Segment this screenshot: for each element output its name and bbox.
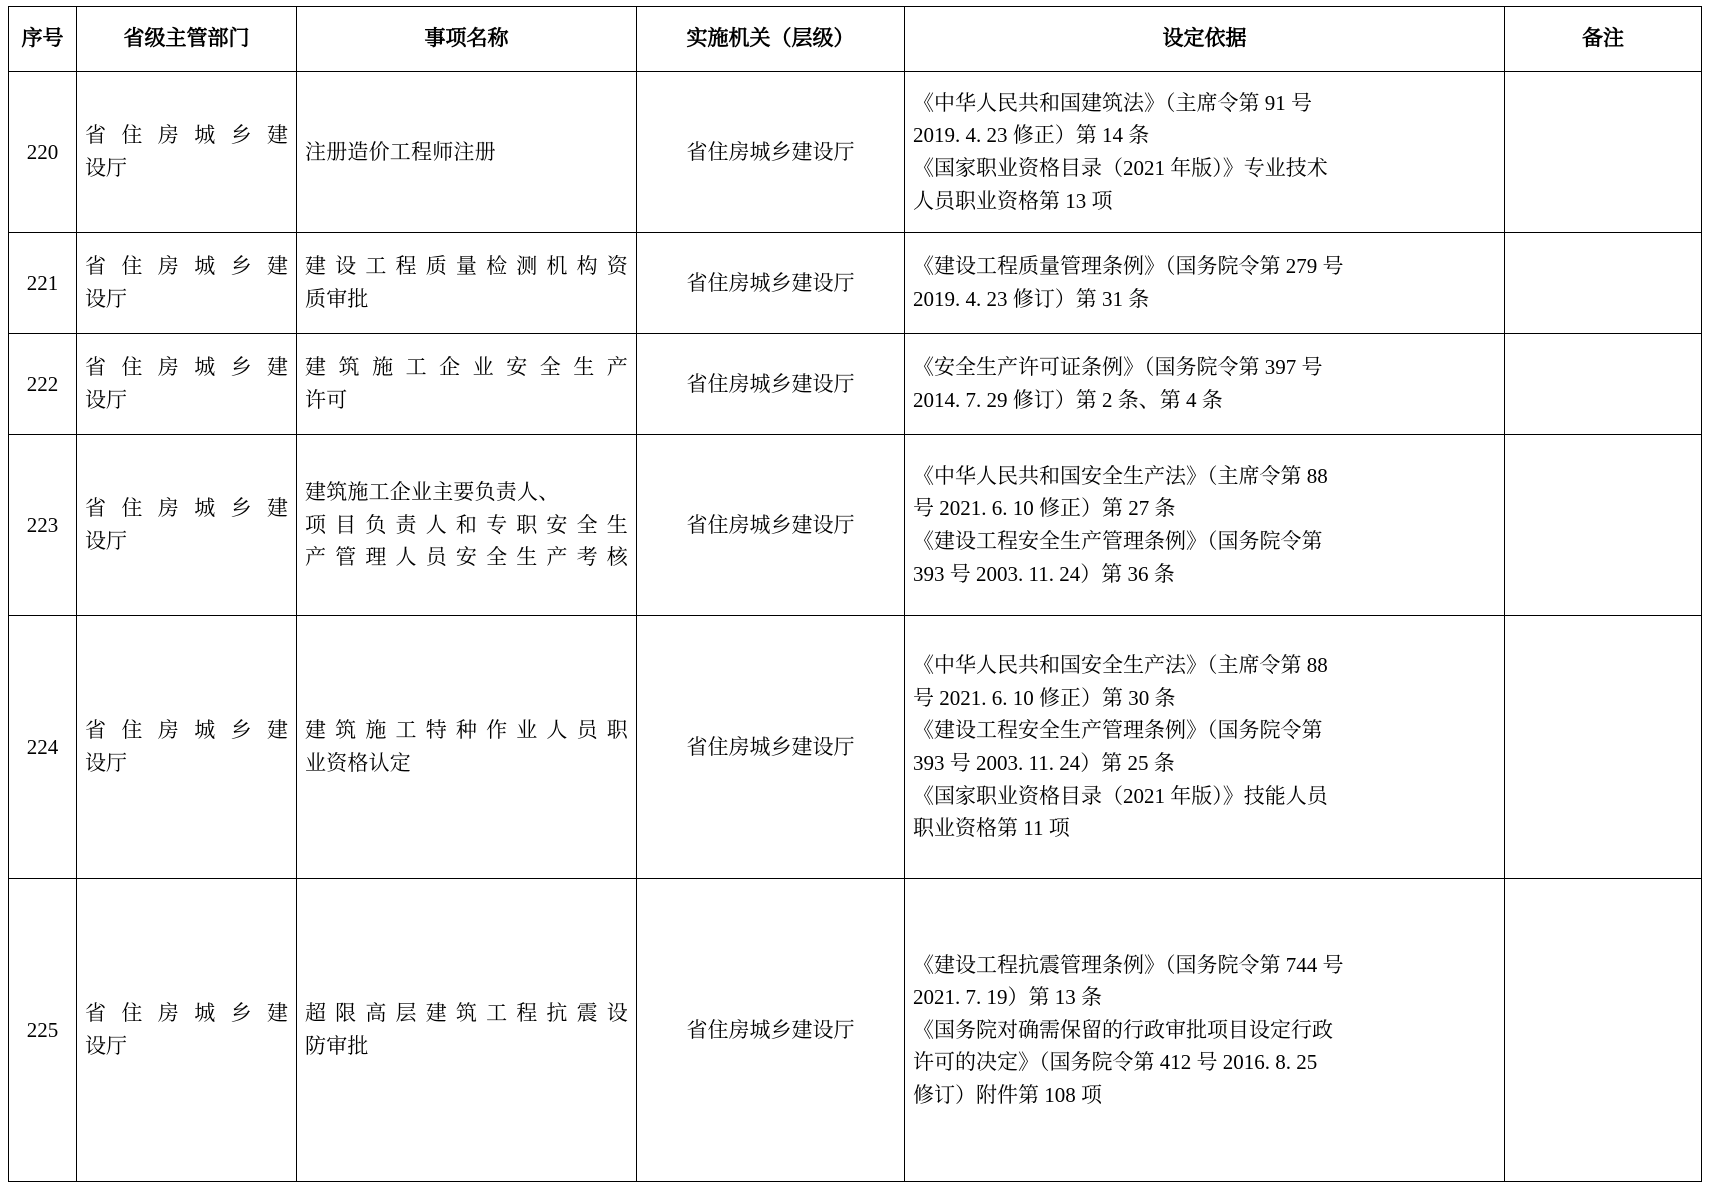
basis-line: 《中华人民共和国安全生产法》（主席令第 88: [913, 653, 1328, 678]
basis-line: 393 号 2003. 11. 24）第 36 条: [913, 561, 1175, 586]
basis-line: 修订）附件第 108 项: [913, 1082, 1102, 1107]
cell-seq: 224: [9, 616, 77, 879]
dept-line: 设厅: [85, 1034, 127, 1058]
column-header-remark: 备注: [1505, 7, 1702, 72]
cell-seq: 223: [9, 435, 77, 616]
basis-line: 《建设工程安全生产管理条例》（国务院令第: [913, 529, 1323, 553]
administrative-license-table: [8, 6, 1702, 1182]
cell-remark: [1505, 616, 1702, 879]
cell-agency: 省住房城乡建设厅: [637, 72, 905, 233]
dept-line: 省 住 房 城 乡 建: [85, 496, 288, 521]
item-line: 建设工程质量检测机构资: [305, 254, 628, 279]
column-header-agency: 实施机关（层级）: [637, 7, 905, 72]
cell-item-name: [297, 616, 637, 879]
basis-line: 《中华人民共和国安全生产法》（主席令第 88: [913, 463, 1328, 488]
cell-basis: [905, 334, 1505, 435]
dept-line: 省 住 房 城 乡 建: [85, 1001, 288, 1026]
cell-item-name: [297, 334, 637, 435]
basis-line: 2014. 7. 29 修订）第 2 条、第 4 条: [913, 388, 1223, 412]
cell-remark: [1505, 879, 1702, 1182]
table-row: [9, 616, 1702, 879]
dept-line: 设厅: [85, 287, 127, 311]
dept-line: 设厅: [85, 751, 127, 775]
cell-agency: 省住房城乡建设厅: [637, 879, 905, 1182]
cell-item-name: [297, 72, 637, 233]
column-header-basis: 设定依据: [905, 7, 1505, 72]
cell-remark: [1505, 435, 1702, 616]
table-body: [9, 72, 1702, 1182]
cell-department: [77, 879, 297, 1182]
cell-department: [77, 72, 297, 233]
cell-agency: 省住房城乡建设厅: [637, 616, 905, 879]
basis-line: 《国家职业资格目录（2021 年版）》技能人员: [913, 783, 1328, 808]
item-line: 建筑施工企业主要负责人、: [305, 480, 560, 505]
basis-line: 号 2021. 6. 10 修正）第 27 条: [913, 496, 1176, 521]
item-line: 业资格认定: [305, 751, 411, 775]
cell-basis: [905, 233, 1505, 334]
cell-seq: 220: [9, 72, 77, 233]
basis-line: 2021. 7. 19）第 13 条: [913, 985, 1102, 1010]
basis-line: 《建设工程安全生产管理条例》（国务院令第: [913, 718, 1323, 743]
cell-department: [77, 435, 297, 616]
cell-seq: 225: [9, 879, 77, 1182]
basis-line: 《中华人民共和国建筑法》（主席令第 91 号: [913, 90, 1312, 115]
dept-line: 设厅: [85, 156, 127, 180]
basis-line: 393 号 2003. 11. 24）第 25 条: [913, 751, 1175, 775]
dept-line: 设厅: [85, 388, 127, 412]
basis-line: 许可的决定》（国务院令第 412 号 2016. 8. 25: [913, 1050, 1318, 1075]
dept-line: 省 住 房 城 乡 建: [85, 123, 288, 148]
table-row: [9, 334, 1702, 435]
cell-seq: 221: [9, 233, 77, 334]
cell-remark: [1505, 334, 1702, 435]
cell-item-name: [297, 233, 637, 334]
table-header: [9, 7, 1702, 72]
cell-basis: [905, 616, 1505, 879]
item-line: 超限高层建筑工程抗震设: [305, 1001, 628, 1026]
table-row: [9, 879, 1702, 1182]
basis-line: 2019. 4. 23 修正）第 14 条: [913, 123, 1150, 148]
table-row: [9, 233, 1702, 334]
item-line: 项目负责人和专职安全生: [305, 512, 628, 537]
column-header-department: 省级主管部门: [77, 7, 297, 72]
column-header-item-name: 事项名称: [297, 7, 637, 72]
dept-line: 省 住 房 城 乡 建: [85, 254, 288, 279]
basis-line: 《建设工程质量管理条例》（国务院令第 279 号: [913, 254, 1344, 279]
cell-department: [77, 233, 297, 334]
cell-agency: 省住房城乡建设厅: [637, 435, 905, 616]
basis-line: 《安全生产许可证条例》（国务院令第 397 号: [913, 355, 1323, 380]
cell-item-name: [297, 879, 637, 1182]
cell-item-name: [297, 435, 637, 616]
cell-remark: [1505, 233, 1702, 334]
cell-department: [77, 334, 297, 435]
basis-line: 职业资格第 11 项: [913, 816, 1070, 841]
table-row: [9, 72, 1702, 233]
basis-line: 《建设工程抗震管理条例》（国务院令第 744 号: [913, 952, 1344, 977]
cell-department: [77, 616, 297, 879]
item-line: 建 筑 施 工 特 种 作 业 人 员 职: [305, 718, 628, 743]
item-line: 质审批: [305, 287, 369, 311]
item-line: 注册造价工程师注册: [305, 139, 496, 164]
table-header-row: [9, 7, 1702, 72]
cell-remark: [1505, 72, 1702, 233]
cell-basis: [905, 879, 1505, 1182]
dept-line: 省 住 房 城 乡 建: [85, 355, 288, 380]
item-line: 建 筑 施 工 企 业 安 全 生 产: [305, 355, 628, 380]
cell-agency: 省住房城乡建设厅: [637, 233, 905, 334]
table-row: [9, 435, 1702, 616]
column-header-seq: 序号: [9, 7, 77, 72]
cell-seq: 222: [9, 334, 77, 435]
basis-line: 号 2021. 6. 10 修正）第 30 条: [913, 685, 1176, 710]
basis-line: 人员职业资格第 13 项: [913, 188, 1113, 213]
dept-line: 设厅: [85, 529, 127, 553]
basis-line: 2019. 4. 23 修订）第 31 条: [913, 287, 1150, 311]
cell-basis: [905, 72, 1505, 233]
item-line: 许可: [305, 388, 348, 412]
basis-line: 《国家职业资格目录（2021 年版）》专业技术: [913, 156, 1328, 180]
cell-agency: 省住房城乡建设厅: [637, 334, 905, 435]
item-line: 防审批: [305, 1034, 369, 1058]
dept-line: 省 住 房 城 乡 建: [85, 718, 288, 743]
basis-line: 《国务院对确需保留的行政审批项目设定行政: [913, 1017, 1333, 1042]
cell-basis: [905, 435, 1505, 616]
item-line: 产管理人员安全生产考核: [305, 545, 628, 570]
